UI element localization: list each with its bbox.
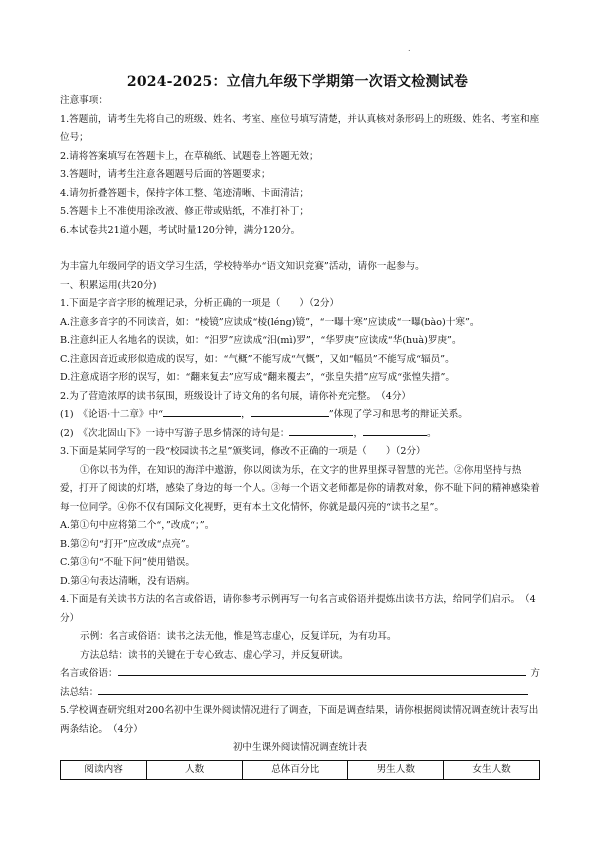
- question-3-option-a: A.第①句中应将第二个“，”改成“；”。: [60, 520, 215, 531]
- question-1-option-a: A.注意多音字的不同读音，如：“棱镜”应读成“棱(léng)镜”，“一曝十寒”应读成“一曝(bào)十寒”。: [60, 316, 480, 328]
- answer-blank[interactable]: [251, 406, 329, 417]
- question-3-option-c: C.第③句“不耻下问”使用错误。: [60, 557, 195, 568]
- survey-table: [60, 760, 540, 781]
- question-2-line-1: (1) 《论语·十二章》中“ ， ”体现了学习和思考的辩证关系。: [60, 406, 540, 425]
- question-5-stem: 5.学校调查研究组对200名初中生课外阅读情况进行了调查，下面是调查结果，请你根据阅读情况调查统计表写出两条结论。 （4分）: [60, 705, 539, 735]
- section-heading: 一、积累运用(共20分): [60, 279, 157, 291]
- question-4-example: 示例：名言或俗语：读书之法无他，惟是笃志虚心，反复详玩，为有功耳。: [80, 631, 397, 642]
- table-header-cell: 男生人数: [348, 760, 444, 780]
- table-header-cell: 总体百分比: [243, 760, 348, 780]
- question-4-summary-line: 法总结：: [60, 684, 540, 703]
- question-1-stem: 1.下面是字音字形的梳理记录，分析正确的一项是（ ）（2分）: [60, 298, 340, 309]
- question-4-answer-line: 名言或俗语： 方: [60, 665, 540, 684]
- question-1-option-c: C.注意因音近或形似造成的误写，如：“气概”不能写成“气慨”，又如“幅员”不能写成“辐员”。: [60, 353, 455, 365]
- table-header-cell: 人数: [147, 760, 243, 780]
- question-4-stem: 4.下面是有关读书方法的名言或俗语，请你参考示例再写一句名言或俗语并提炼出读书方法，给同学们启示。 （4分）: [60, 594, 536, 624]
- answer-blank[interactable]: [163, 406, 241, 417]
- notice-item: 1.答题前，请考生先将自己的班级、姓名、考室、座位号填写清楚，并认真核对条形码上的班级、姓名、考室和座位号；: [60, 113, 540, 143]
- question-2-stem: 2.为了营造浓厚的读书氛围，班级设计了诗文角的名句展，请你补充完整。 （4分）: [60, 390, 412, 402]
- notice-item: 3.答题时，请考生注意各题题号后面的答题要求；: [60, 169, 271, 180]
- intro-text: 为丰富九年级同学的语文学习生活，学校特举办“语文知识竞赛”活动，请你一起参与。: [60, 261, 425, 272]
- answer-blank[interactable]: [363, 425, 427, 436]
- answer-blank[interactable]: [118, 665, 526, 676]
- question-2-line-2: (2) 《次北固山下》一诗中写游子思乡情深的诗句是： ， 。: [60, 425, 540, 444]
- table-header-cell: 女生人数: [444, 760, 540, 780]
- exam-content: [60, 92, 540, 780]
- table-header-row: [61, 760, 540, 780]
- header-dot: .: [408, 44, 411, 53]
- notice-heading: 注意事项：: [60, 95, 108, 106]
- table-title: 初中生课外阅读情况调查统计表: [232, 742, 368, 753]
- question-3-option-d: D.第④句表达清晰，没有语病。: [60, 575, 196, 587]
- question-1-option-b: B.注意纠正人名地名的误读，如：“汨罗”应读成“汨(mì)罗”，“华罗庚”应读成“华(huà)罗庚”。: [60, 335, 462, 346]
- exam-title: 2024-2025：立信九年级下学期第一次语文检测试卷: [126, 74, 469, 90]
- question-1-option-d: D.注意成语字形的误写，如：“翻来复去”应写成“翻来覆去”，“张皇失措”应写成“张惶失措”。: [60, 372, 456, 383]
- notice-item: 4.请勿折叠答题卡，保持字体工整、笔迹清晰、卡面清洁；: [60, 187, 309, 199]
- question-3-passage: ①你以书为伴，在知识的海洋中遨游，你以阅读为乐，在文字的世界里探寻智慧的光芒。②你用坚持与热爱，打开了阅读的灯塔，感染了身边的每一个人。③每一个语文老师都是你的请教对象，你不耻下问的精神感染着每一位同学。④你不仅有国际文化视野，更有本土文化情怀，你就是最闪亮的“读书之星”。: [60, 464, 540, 513]
- question-4-method: 方法总结：读书的关键在于专心致志、虚心学习，并反复研读。: [80, 649, 349, 661]
- answer-blank[interactable]: [289, 425, 353, 436]
- table-header-cell: 阅读内容: [61, 760, 147, 780]
- notice-item: 5.答题卡上不准使用涂改液、修正带或贴纸，不准打补丁；: [60, 206, 309, 217]
- notice-item: 6.本试卷共21道小题，考试时量120分钟，满分120分。: [60, 224, 301, 236]
- answer-blank[interactable]: [98, 684, 528, 695]
- notice-item: 2.请将答案填写在答题卡上，在草稿纸、试题卷上答题无效；: [60, 150, 319, 162]
- question-3-option-b: B.第②句“打开”应改成“点亮”。: [60, 538, 196, 550]
- question-3-stem: 3.下面是某同学写的一段“校园读书之星”颁奖词，修改不正确的一项是（ ）（2分）: [60, 446, 426, 457]
